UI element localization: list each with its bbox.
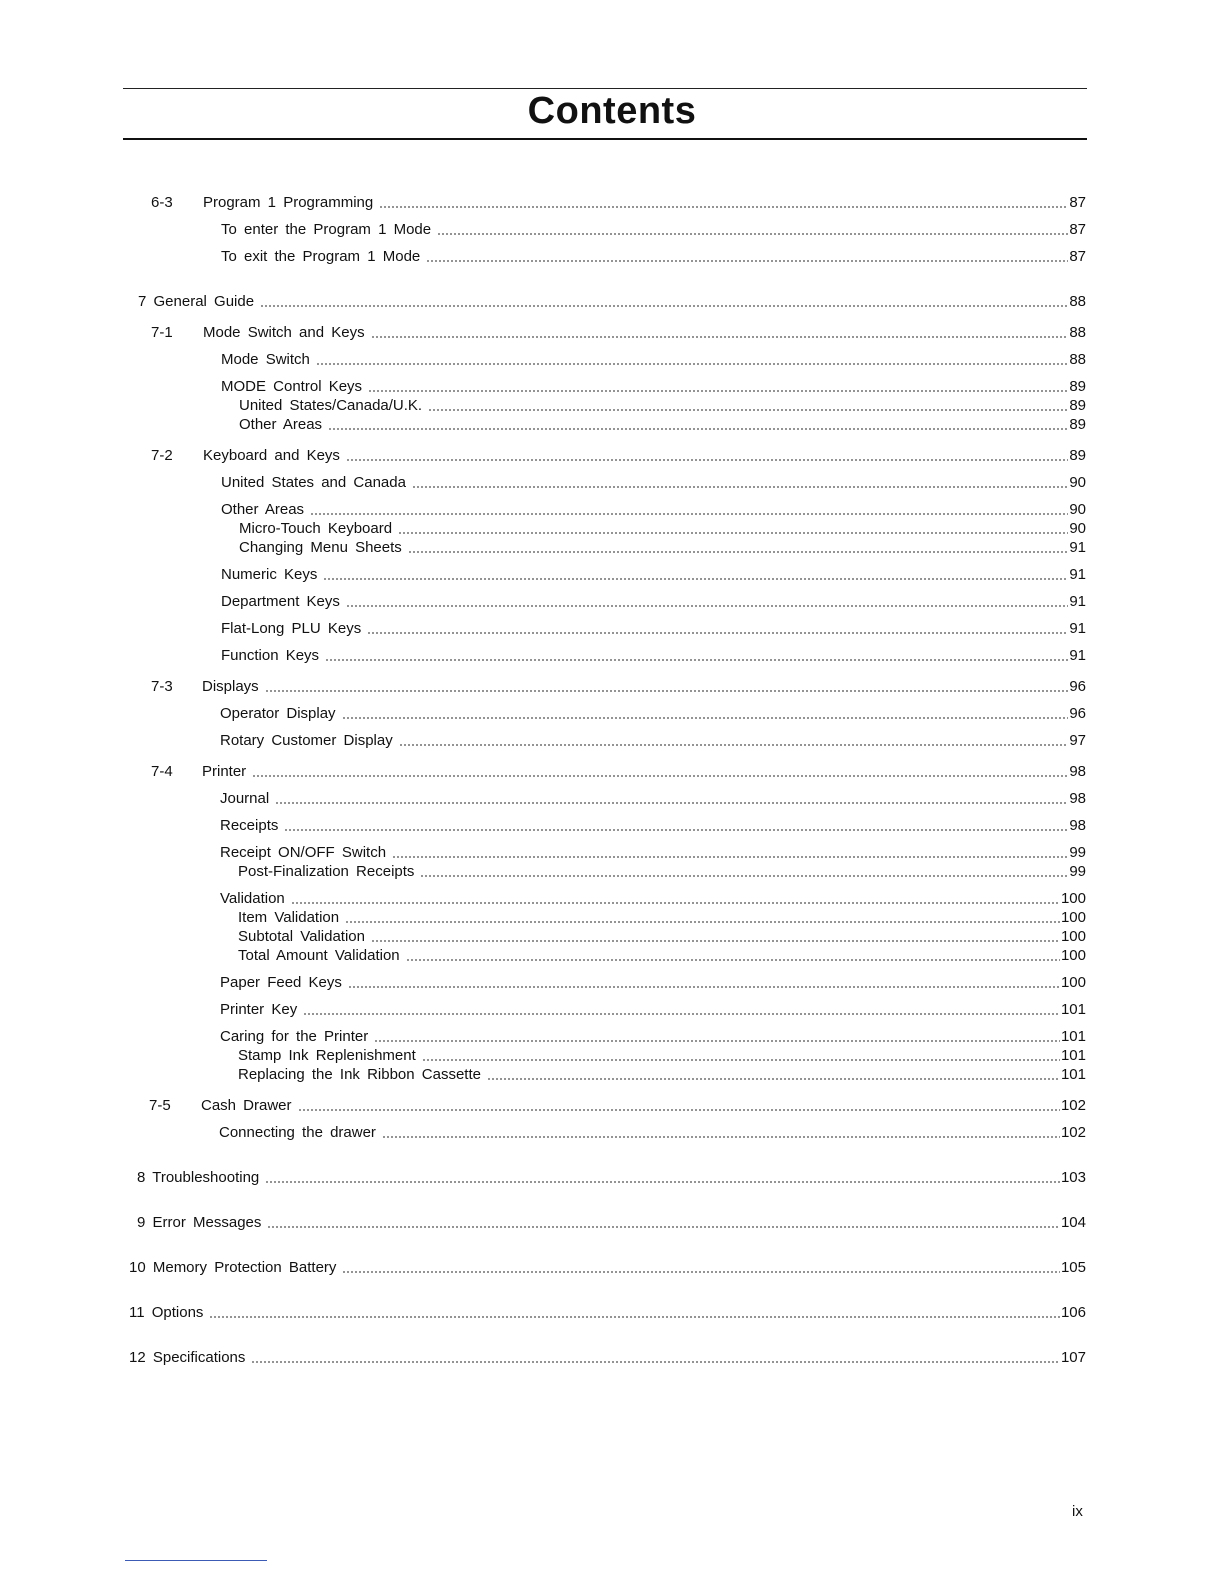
toc-page-number: 100 <box>1060 890 1086 907</box>
dot-leader <box>260 292 1068 311</box>
toc-page-number: 101 <box>1060 1066 1086 1083</box>
toc-entry-label: Subtotal Validation <box>238 928 365 945</box>
dot-leader <box>284 816 1068 835</box>
toc-section-number: 7-1 <box>151 324 173 341</box>
toc-entry-label: Stamp Ink Replenishment <box>238 1047 416 1064</box>
dot-leader <box>412 473 1068 492</box>
dot-leader <box>342 1258 1060 1277</box>
toc-page-number: 102 <box>1060 1124 1086 1141</box>
dot-leader <box>267 1213 1060 1232</box>
toc-page-number: 87 <box>1069 221 1086 238</box>
dot-leader <box>265 677 1069 696</box>
toc-entry[interactable] <box>238 1046 1086 1065</box>
toc-entry-label: 10 Memory Protection Battery <box>129 1259 337 1276</box>
dot-leader <box>367 619 1068 638</box>
toc-page-number: 100 <box>1060 947 1086 964</box>
dot-leader <box>291 889 1060 908</box>
dot-leader <box>371 927 1060 946</box>
dot-leader <box>368 377 1068 396</box>
toc-entry[interactable] <box>220 973 1086 992</box>
toc-entry-label: To exit the Program 1 Mode <box>221 248 421 265</box>
dot-leader <box>252 762 1068 781</box>
toc-entry-label: Displays <box>202 678 259 695</box>
toc-page-number: 101 <box>1060 1028 1086 1045</box>
dot-leader <box>251 1348 1060 1367</box>
toc-entry-label: Receipts <box>220 817 279 834</box>
toc-chapter-entry[interactable] <box>129 1303 1086 1322</box>
toc-page-number: 98 <box>1069 790 1086 807</box>
toc-page-number: 107 <box>1060 1349 1086 1366</box>
toc-chapter-entry[interactable] <box>137 1213 1086 1232</box>
toc-page-number: 96 <box>1069 678 1086 695</box>
toc-entry-label: Numeric Keys <box>221 566 318 583</box>
toc-entry-label: Post-Finalization Receipts <box>238 863 415 880</box>
toc-entry[interactable] <box>221 247 1086 266</box>
toc-page-number: 97 <box>1069 732 1086 749</box>
dot-leader <box>428 396 1068 415</box>
toc-entry-label: Department Keys <box>221 593 340 610</box>
toc-page-number: 103 <box>1060 1169 1086 1186</box>
dot-leader <box>426 247 1068 266</box>
toc-entry[interactable] <box>221 473 1086 492</box>
dot-leader <box>323 565 1068 584</box>
dot-leader <box>420 862 1068 881</box>
toc-page-number: 91 <box>1069 539 1086 556</box>
toc-page-number: 101 <box>1060 1001 1086 1018</box>
toc-entry-label: Replacing the Ink Ribbon Cassette <box>238 1066 481 1083</box>
toc-entry[interactable] <box>220 731 1086 750</box>
toc-entry-label: Changing Menu Sheets <box>239 539 402 556</box>
toc-section-number: 6-3 <box>151 194 173 211</box>
page-folio: ix <box>1072 1503 1083 1520</box>
toc-page-number: 91 <box>1069 620 1086 637</box>
toc-page-number: 87 <box>1069 248 1086 265</box>
dot-leader <box>346 446 1068 465</box>
toc-entry-label: Cash Drawer <box>201 1097 292 1114</box>
dot-leader <box>265 1168 1060 1187</box>
toc-page-number: 89 <box>1069 378 1086 395</box>
toc-page-number: 90 <box>1069 520 1086 537</box>
toc-page-number: 91 <box>1069 566 1086 583</box>
toc-entry[interactable] <box>239 519 1086 538</box>
toc-entry-label: Printer <box>202 763 247 780</box>
dot-leader <box>371 323 1069 342</box>
toc-page-number: 91 <box>1069 593 1086 610</box>
toc-entry[interactable] <box>221 500 1086 519</box>
toc-page-number: 88 <box>1069 351 1086 368</box>
toc-entry-label: United States and Canada <box>221 474 406 491</box>
dot-leader <box>398 519 1068 538</box>
toc-section-number: 7-5 <box>149 1097 171 1114</box>
toc-entry[interactable] <box>151 323 1086 342</box>
toc-entry-label: 7 General Guide <box>138 293 255 310</box>
toc-entry-label: Flat-Long PLU Keys <box>221 620 362 637</box>
toc-page-number: 99 <box>1069 863 1086 880</box>
toc-section-number: 7-4 <box>151 763 173 780</box>
toc-entry-label: 9 Error Messages <box>137 1214 262 1231</box>
toc-entry-label: Program 1 Programming <box>203 194 374 211</box>
toc-entry-label: Mode Switch <box>221 351 310 368</box>
toc-chapter-entry[interactable] <box>129 1348 1086 1367</box>
toc-page-number: 99 <box>1069 844 1086 861</box>
dot-leader <box>392 843 1068 862</box>
dot-leader <box>487 1065 1060 1084</box>
footer-rule <box>125 1560 267 1561</box>
toc-entry[interactable] <box>220 1000 1086 1019</box>
toc-entry-label: Other Areas <box>239 416 323 433</box>
toc-entry[interactable] <box>220 816 1086 835</box>
toc-entry[interactable] <box>219 1123 1086 1142</box>
toc-entry[interactable] <box>220 1027 1086 1046</box>
dot-leader <box>374 1027 1060 1046</box>
toc-entry[interactable] <box>220 704 1086 723</box>
toc-section-number: 7-2 <box>151 447 173 464</box>
dot-leader <box>209 1303 1060 1322</box>
dot-leader <box>348 973 1060 992</box>
toc-page-number: 90 <box>1069 501 1086 518</box>
toc-chapter-entry[interactable] <box>137 1168 1086 1187</box>
toc-entry-label: United States/Canada/U.K. <box>239 397 423 414</box>
toc-entry[interactable] <box>238 862 1086 881</box>
toc-page-number: 101 <box>1060 1047 1086 1064</box>
toc-page-number: 100 <box>1060 909 1086 926</box>
toc-page-number: 98 <box>1069 763 1086 780</box>
toc-page-number: 104 <box>1060 1214 1086 1231</box>
toc-entry-label: Item Validation <box>238 909 340 926</box>
dot-leader <box>408 538 1069 557</box>
toc-entry-label: Paper Feed Keys <box>220 974 342 991</box>
toc-entry[interactable] <box>238 1065 1086 1084</box>
toc-entry-label: 8 Troubleshooting <box>137 1169 260 1186</box>
toc-page-number: 106 <box>1060 1304 1086 1321</box>
toc-entry-label: Caring for the Printer <box>220 1028 369 1045</box>
toc-entry-label: Journal <box>220 790 270 807</box>
toc-page-number: 105 <box>1060 1259 1086 1276</box>
toc-entry-label: Validation <box>220 890 285 907</box>
toc-entry-label: Connecting the drawer <box>219 1124 376 1141</box>
toc-entry-label: Micro-Touch Keyboard <box>239 520 393 537</box>
toc-entry-label: Receipt ON/OFF Switch <box>220 844 387 861</box>
toc-page-number: 89 <box>1069 416 1086 433</box>
dot-leader <box>310 500 1068 519</box>
toc-entry[interactable] <box>220 789 1086 808</box>
toc-page-number: 88 <box>1069 324 1086 341</box>
dot-leader <box>399 731 1069 750</box>
toc-entry[interactable] <box>221 377 1086 396</box>
toc-page-number: 88 <box>1069 293 1086 310</box>
toc-entry-label: 12 Specifications <box>129 1349 246 1366</box>
toc-entry[interactable] <box>151 193 1086 212</box>
toc-page-number: 100 <box>1060 928 1086 945</box>
toc-entry[interactable] <box>238 908 1086 927</box>
dot-leader <box>382 1123 1060 1142</box>
toc-entry[interactable] <box>221 350 1086 369</box>
toc-entry[interactable] <box>221 646 1086 665</box>
toc-entry[interactable] <box>151 677 1086 696</box>
dot-leader <box>325 646 1068 665</box>
dot-leader <box>437 220 1068 239</box>
toc-entry[interactable] <box>220 889 1086 908</box>
toc-page-number: 90 <box>1069 474 1086 491</box>
page-title: Contents <box>527 90 697 132</box>
toc-page-number: 100 <box>1060 974 1086 991</box>
toc-page-number: 89 <box>1069 447 1086 464</box>
toc-entry-label: Rotary Customer Display <box>220 732 393 749</box>
dot-leader <box>303 1000 1060 1019</box>
dot-leader <box>342 704 1069 723</box>
toc-page-number: 87 <box>1069 194 1086 211</box>
toc-entry-label: To enter the Program 1 Mode <box>221 221 432 238</box>
toc-entry-label: Total Amount Validation <box>238 947 400 964</box>
toc-entry[interactable] <box>221 619 1086 638</box>
dot-leader <box>275 789 1068 808</box>
dot-leader <box>346 592 1068 611</box>
toc-page-number: 102 <box>1060 1097 1086 1114</box>
toc-entry[interactable] <box>151 762 1086 781</box>
toc-entry[interactable] <box>151 446 1086 465</box>
toc-entry-label: Other Areas <box>221 501 305 518</box>
toc-entry[interactable] <box>221 220 1086 239</box>
dot-leader <box>345 908 1060 927</box>
toc-entry-label: Function Keys <box>221 647 320 664</box>
toc-entry[interactable] <box>149 1096 1086 1115</box>
toc-page-number: 91 <box>1069 647 1086 664</box>
toc-entry[interactable] <box>239 538 1086 557</box>
toc-page-number: 89 <box>1069 397 1086 414</box>
toc-entry-label: Printer Key <box>220 1001 298 1018</box>
toc-entry[interactable] <box>221 592 1086 611</box>
toc-entry-label: MODE Control Keys <box>221 378 363 395</box>
toc-section-number: 7-3 <box>151 678 173 695</box>
toc-chapter-entry[interactable] <box>129 1258 1086 1277</box>
toc-entry[interactable] <box>238 927 1086 946</box>
dot-leader <box>379 193 1068 212</box>
toc-entry[interactable] <box>239 396 1086 415</box>
toc-entry[interactable] <box>221 565 1086 584</box>
toc-entry-label: Mode Switch and Keys <box>203 324 365 341</box>
toc-entry-label: Operator Display <box>220 705 336 722</box>
dot-leader <box>298 1096 1060 1115</box>
dot-leader <box>328 415 1068 434</box>
toc-entry[interactable] <box>239 415 1086 434</box>
toc-page-number: 96 <box>1069 705 1086 722</box>
toc-page-number: 98 <box>1069 817 1086 834</box>
toc-entry[interactable] <box>220 843 1086 862</box>
dot-leader <box>422 1046 1060 1065</box>
toc-entry-label: 11 Options <box>129 1304 204 1321</box>
toc-entry-label: Keyboard and Keys <box>203 447 340 464</box>
dot-leader <box>316 350 1068 369</box>
dot-leader <box>406 946 1060 965</box>
toc-entry[interactable] <box>238 946 1086 965</box>
toc-chapter-entry[interactable] <box>138 292 1086 311</box>
